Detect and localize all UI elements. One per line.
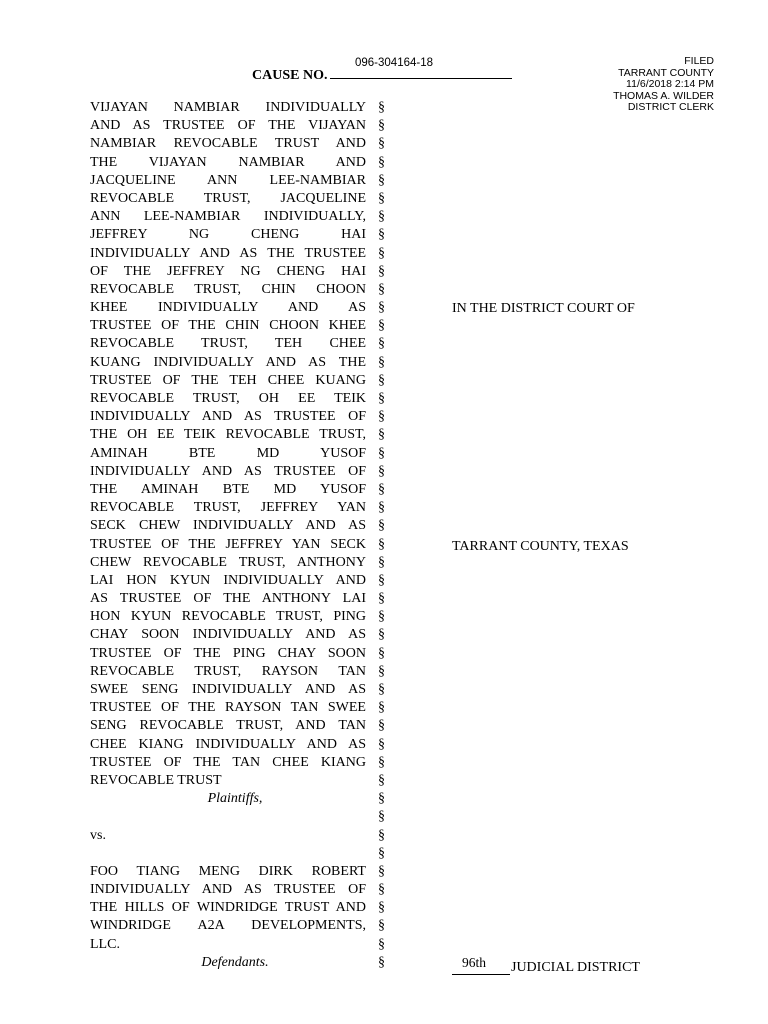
stamp-datetime: 11/6/2018 2:14 PM bbox=[626, 78, 714, 90]
party-name-line: AS TRUSTEE OF THE ANTHONY LAI bbox=[90, 591, 366, 607]
section-symbol: § bbox=[378, 536, 385, 552]
party-name-line: KUANG INDIVIDUALLY AND AS THE bbox=[90, 354, 366, 370]
section-symbol: § bbox=[378, 336, 385, 352]
party-name-line: VIJAYAN NAMBIAR INDIVIDUALLY bbox=[90, 100, 366, 115]
party-name-line: REVOCABLE TRUST, OH EE TEIK bbox=[90, 391, 366, 406]
section-symbol: § bbox=[378, 863, 385, 879]
section-symbol: § bbox=[378, 609, 385, 625]
party-name-line: INDIVIDUALLY AND AS THE TRUSTEE bbox=[90, 245, 366, 261]
party-name-line: INDIVIDUALLY AND AS TRUSTEE OF bbox=[90, 463, 366, 479]
party-name-line: REVOCABLE TRUST, JEFFREY YAN bbox=[90, 500, 366, 516]
party-name-line: OF THE JEFFREY NG CHENG HAI bbox=[90, 263, 366, 279]
section-symbol: § bbox=[378, 718, 385, 734]
stamp-clerk-title: DISTRICT CLERK bbox=[627, 101, 714, 113]
section-symbol: § bbox=[378, 154, 385, 170]
cause-number: 096-304164-18 bbox=[355, 57, 434, 69]
section-symbol: § bbox=[378, 463, 385, 479]
section-symbol: § bbox=[378, 300, 385, 316]
party-name-line: ANN LEE-NAMBIAR INDIVIDUALLY, bbox=[90, 209, 366, 225]
section-symbol: § bbox=[378, 682, 385, 697]
section-symbol: § bbox=[378, 281, 385, 297]
section-symbol: § bbox=[378, 445, 385, 461]
section-symbol: § bbox=[378, 754, 385, 770]
court-county: TARRANT COUNTY, TEXAS bbox=[452, 539, 629, 554]
section-symbol: § bbox=[378, 591, 385, 607]
party-name-line: TRUSTEE OF THE RAYSON TAN SWEE bbox=[90, 700, 366, 716]
district-number: 96th bbox=[462, 955, 487, 970]
party-name-line: TRUSTEE OF THE PING CHAY SOON bbox=[90, 645, 366, 661]
cause-number-blank bbox=[330, 66, 512, 79]
section-symbol: § bbox=[378, 791, 385, 807]
defendant-names bbox=[90, 863, 366, 954]
section-symbol: § bbox=[378, 772, 385, 788]
party-name-line: INDIVIDUALLY AND AS TRUSTEE OF bbox=[90, 409, 366, 425]
party-name-line: NAMBIAR REVOCABLE TRUST AND bbox=[90, 136, 366, 152]
section-symbol: § bbox=[378, 245, 385, 261]
section-symbol: § bbox=[378, 900, 385, 916]
party-name-line: AND AS TRUSTEE OF THE VIJAYAN bbox=[90, 118, 366, 134]
plaintiffs-role: Plaintiffs, bbox=[207, 791, 263, 807]
court-heading: IN THE DISTRICT COURT OF bbox=[452, 301, 635, 316]
party-name-line: HON KYUN REVOCABLE TRUST, PING bbox=[90, 609, 366, 625]
section-symbol: § bbox=[378, 100, 385, 115]
party-name-line: KHEE INDIVIDUALLY AND AS bbox=[90, 300, 366, 316]
section-symbol: § bbox=[378, 882, 385, 898]
section-symbol: § bbox=[378, 118, 385, 134]
party-name-line: THE VIJAYAN NAMBIAR AND bbox=[90, 154, 366, 170]
section-symbol: § bbox=[378, 645, 385, 661]
party-name-line: TRUSTEE OF THE TEH CHEE KUANG bbox=[90, 372, 366, 388]
party-name-line: CHAY SOON INDIVIDUALLY AND AS bbox=[90, 627, 366, 643]
defendants-role: Defendants. bbox=[201, 954, 269, 970]
party-name-line: CHEE KIANG INDIVIDUALLY AND AS bbox=[90, 736, 366, 752]
party-name-line: FOO TIANG MENG DIRK ROBERT bbox=[90, 863, 366, 879]
party-name-line: JACQUELINE ANN LEE-NAMBIAR bbox=[90, 172, 366, 188]
section-symbol: § bbox=[378, 936, 385, 952]
section-symbol: § bbox=[378, 663, 385, 679]
section-symbol: § bbox=[378, 627, 385, 643]
section-symbol: § bbox=[378, 136, 385, 152]
district-number-blank bbox=[452, 974, 510, 975]
section-symbol: § bbox=[378, 263, 385, 279]
section-symbol-column bbox=[378, 99, 390, 972]
section-symbol: § bbox=[378, 700, 385, 716]
party-name-line: REVOCABLE TRUST, JACQUELINE bbox=[90, 190, 366, 206]
party-name-line: TRUSTEE OF THE JEFFREY YAN SECK bbox=[90, 536, 366, 552]
section-symbol: § bbox=[378, 554, 385, 570]
party-name-line: LLC. bbox=[90, 936, 120, 952]
party-name-line: SENG REVOCABLE TRUST, AND TAN bbox=[90, 718, 366, 734]
section-symbol: § bbox=[378, 809, 385, 825]
case-caption-parties bbox=[90, 99, 366, 972]
section-symbol: § bbox=[378, 736, 385, 752]
party-name-line: AMINAH BTE MD YUSOF bbox=[90, 445, 366, 461]
cause-label-line bbox=[252, 66, 512, 84]
party-name-line: LAI HON KYUN INDIVIDUALLY AND bbox=[90, 572, 366, 588]
party-name-line: REVOCABLE TRUST bbox=[90, 772, 222, 788]
section-symbol: § bbox=[378, 827, 385, 843]
judicial-district-label: JUDICIAL DISTRICT bbox=[511, 960, 640, 975]
party-name-line: SECK CHEW INDIVIDUALLY AND AS bbox=[90, 518, 366, 534]
cause-label: CAUSE NO. bbox=[252, 68, 328, 83]
section-symbol: § bbox=[378, 481, 385, 497]
section-symbol: § bbox=[378, 427, 385, 443]
stamp-county: TARRANT COUNTY bbox=[618, 66, 714, 79]
section-symbol: § bbox=[378, 354, 385, 370]
section-symbol: § bbox=[378, 572, 385, 588]
section-symbol: § bbox=[378, 409, 385, 425]
caption-spacer bbox=[90, 845, 366, 863]
party-name-line: INDIVIDUALLY AND AS TRUSTEE OF bbox=[90, 882, 366, 898]
party-name-line: REVOCABLE TRUST, TEH CHEE bbox=[90, 336, 366, 352]
plaintiff-names bbox=[90, 99, 366, 790]
party-name-line: CHEW REVOCABLE TRUST, ANTHONY bbox=[90, 554, 366, 570]
party-name-line: JEFFREY NG CHENG HAI bbox=[90, 227, 366, 243]
section-symbol: § bbox=[378, 500, 385, 516]
filed-stamp bbox=[554, 56, 714, 114]
section-symbol: § bbox=[378, 845, 385, 861]
section-symbol: § bbox=[378, 190, 385, 206]
stamp-filed: FILED bbox=[684, 55, 714, 67]
section-symbol: § bbox=[378, 227, 385, 243]
section-symbol: § bbox=[378, 518, 385, 534]
stamp-clerk-name: THOMAS A. WILDER bbox=[613, 89, 714, 102]
section-symbol: § bbox=[378, 954, 385, 970]
section-symbol: § bbox=[378, 391, 385, 406]
party-name-line: SWEE SENG INDIVIDUALLY AND AS bbox=[90, 682, 366, 697]
party-name-line: WINDRIDGE A2A DEVELOPMENTS, bbox=[90, 918, 366, 934]
caption-spacer bbox=[90, 808, 366, 826]
party-name-line: THE AMINAH BTE MD YUSOF bbox=[90, 481, 366, 497]
versus-label: vs. bbox=[90, 827, 106, 843]
party-name-line: TRUSTEE OF THE CHIN CHOON KHEE bbox=[90, 318, 366, 334]
party-name-line: TRUSTEE OF THE TAN CHEE KIANG bbox=[90, 754, 366, 770]
party-name-line: THE HILLS OF WINDRIDGE TRUST AND bbox=[90, 900, 366, 916]
section-symbol: § bbox=[378, 372, 385, 388]
party-name-line: REVOCABLE TRUST, RAYSON TAN bbox=[90, 663, 366, 679]
section-symbol: § bbox=[378, 172, 385, 188]
party-name-line: REVOCABLE TRUST, CHIN CHOON bbox=[90, 281, 366, 297]
section-symbol: § bbox=[378, 209, 385, 225]
section-symbol: § bbox=[378, 918, 385, 934]
section-symbol: § bbox=[378, 318, 385, 334]
party-name-line: THE OH EE TEIK REVOCABLE TRUST, bbox=[90, 427, 366, 443]
